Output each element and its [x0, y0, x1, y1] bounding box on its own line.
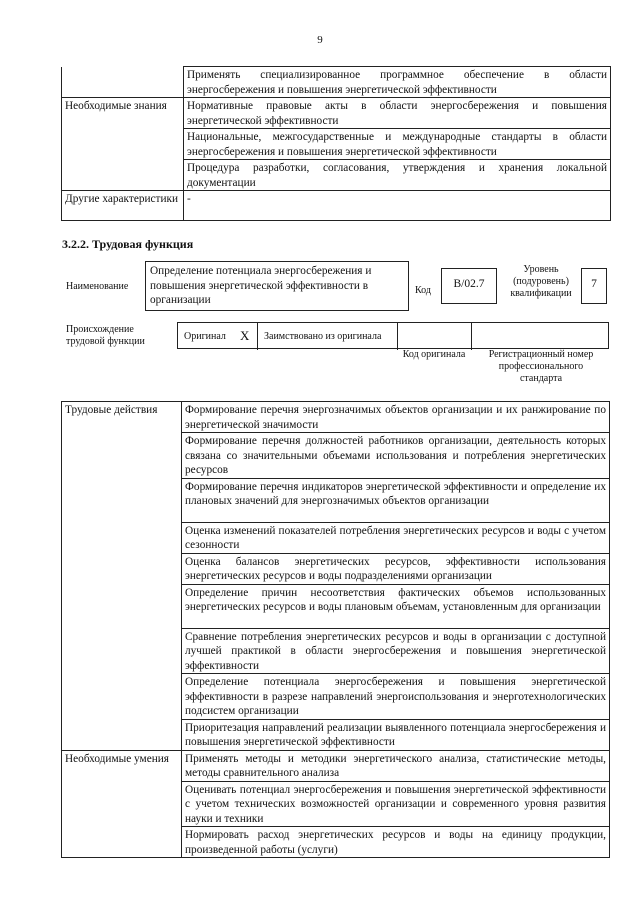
row-text: Оценка изменений показателей потребления энергетических ресурсов и воды с учетом сезонности: [182, 522, 610, 553]
section-heading: 3.2.2. Трудовая функция: [62, 237, 194, 251]
row-text: Формирование перечня энергозначимых объектов организации и их ранжирование по энергетической значимости: [182, 402, 610, 433]
code-box: [441, 268, 497, 304]
reg-number-label: Регистрационный номер профессионального стандарта: [488, 349, 594, 384]
cell-divider: [471, 323, 472, 350]
name-label: Наименование: [66, 281, 129, 292]
page-number: 9: [317, 34, 323, 46]
row-text: -: [184, 191, 611, 221]
function-name-value: Определение потенциала энергосбережения и повышения энергетической эффективности в организации: [150, 265, 372, 306]
original-mark: X: [240, 328, 250, 343]
row-text: Определение причин несоответствия фактических объемов использованных энергетических ресурсов и воды плановым объемам, установленным для организации: [182, 584, 610, 628]
table-row: [62, 98, 611, 129]
labor-actions-table: [61, 401, 610, 858]
origin-label: Происхождение трудовой функции: [66, 324, 145, 347]
cell-divider: [397, 323, 398, 350]
row-text: Национальные, межгосударственные и международные стандарты в области энергосбережения и повышения энергетической эффективности: [184, 129, 611, 160]
row-label: [62, 67, 184, 98]
row-label-other: Другие характеристики: [62, 191, 184, 221]
row-text: Сравнение потребления энергетических ресурсов и воды в организации с доступной лучшей практикой в области энергосбережения и повышения энергетической эффективности: [182, 628, 610, 674]
row-text: Нормировать расход энергетических ресурсов и воды на единицу продукции, произведенной работы (услуги): [182, 827, 610, 858]
row-text: Формирование перечня индикаторов энергетической эффективности и определение их плановых значений для энергозначимых объектов организации: [182, 478, 610, 522]
table-row: [62, 67, 611, 98]
code-value: B/02.7: [453, 278, 485, 290]
row-text: Оценка балансов энергетических ресурсов, эффективности использования энергетических ресурсов и воды подразделениями организации: [182, 553, 610, 584]
cell-divider: [257, 323, 258, 350]
row-text: Применять специализированное программное обеспечение в области энергосбережения и повышения энергетической эффективности: [184, 67, 611, 98]
level-label: Уровень (подуровень) квалификации: [510, 264, 572, 299]
row-label-knowledge: Необходимые знания: [62, 98, 184, 191]
row-text: Применять методы и методики энергетического анализа, статистические методы, методы сравнительного анализа: [182, 750, 610, 781]
row-label-labor-actions: Трудовые действия: [62, 402, 182, 751]
skills-table-continued: [61, 66, 611, 221]
row-label-skills: Необходимые умения: [62, 750, 182, 858]
table-row: [62, 402, 610, 433]
row-text: Определение потенциала энергосбережения и повышения энергетической эффективности в разрезе направлений энергоиспользования и энерготехнологических подсистем организации: [182, 674, 610, 720]
borrowed-label: Заимствовано из оригинала: [264, 331, 382, 342]
table-row: [62, 750, 610, 781]
row-text: Процедура разработки, согласования, утверждения и хранения локальной документации: [184, 160, 611, 191]
row-text: Приоритезация направлений реализации выявленного потенциала энергосбережения и повышения энергетической эффективности: [182, 719, 610, 750]
row-text: Оценивать потенциал энергосбережения и повышения энергетической эффективности с учетом технических возможностей организации и современного уровня развития науки и техники: [182, 781, 610, 827]
level-value: 7: [591, 278, 597, 290]
original-label: Оригинал: [184, 331, 226, 342]
code-label: Код: [415, 285, 431, 296]
row-text: Нормативные правовые акты в области энергосбережения и повышения энергетической эффективности: [184, 98, 611, 129]
row-text: Формирование перечня должностей работников организации, деятельность которых связана со значительными объемами использования и потребления энергетических ресурсов: [182, 433, 610, 479]
table-row: [62, 191, 611, 221]
origin-code-label: Код оригинала: [402, 349, 466, 360]
function-name-box: [145, 261, 409, 311]
level-box: [581, 268, 607, 304]
origin-row: [177, 322, 609, 349]
